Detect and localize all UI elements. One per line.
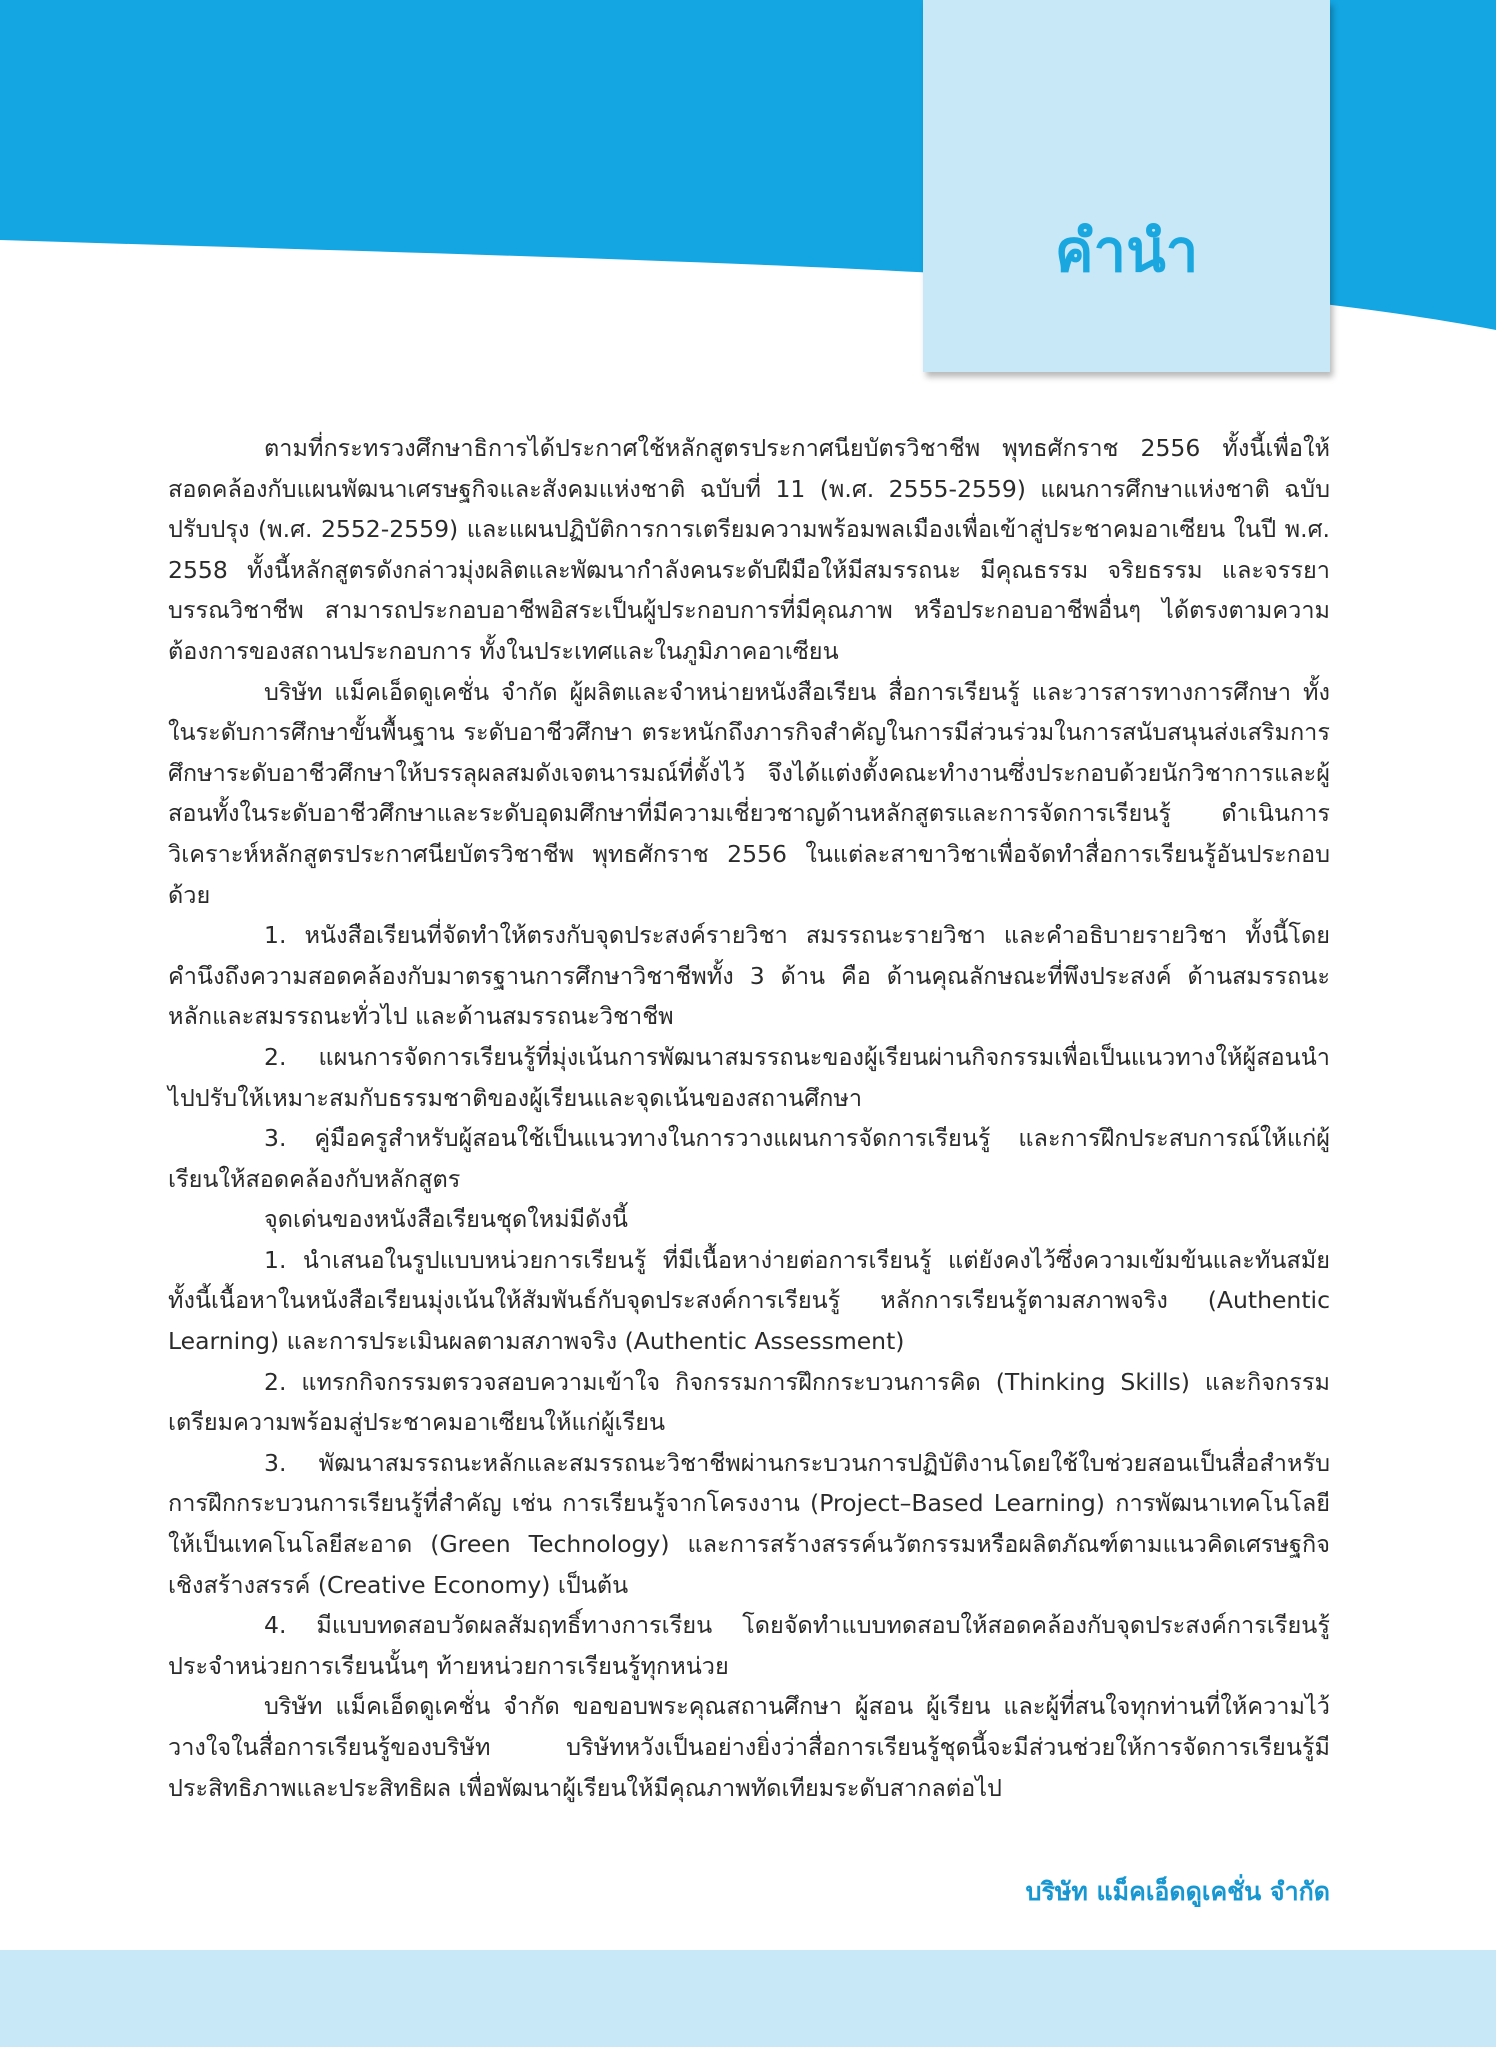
footer-band	[0, 1950, 1496, 2047]
body-text	[168, 428, 1330, 1808]
list-item-lesson-plan: 2. แผนการจัดการเรียนรู้ที่มุ่งเน้นการพัฒนาสมรรถนะของผู้เรียนผ่านกิจกรรมเพื่อเป็นแนวทางให้ผู้สอนนำไปปรับให้เหมาะสมกับธรรมชาติของผู้เรียนและจุดเน้นของสถานศึกษา	[168, 1042, 1330, 1112]
title-panel	[923, 0, 1330, 372]
company-signature: บริษัท แม็คเอ็ดดูเคชั่น จำกัด	[1025, 1877, 1330, 1906]
highlight-item-1: 1. นำเสนอในรูปแบบหน่วยการเรียนรู้ ที่มีเนื้อหาง่ายต่อการเรียนรู้ แต่ยังคงไว้ซึ่งความเข้มข้นและทันสมัย ทั้งนี้เนื้อหาในหนังสือเรียนมุ่งเน้นให้สัมพันธ์กับจุดประสงค์การเรียนรู้ หลักการเรียนรู้ตามสภาพจริง (Authentic Learning) และการประเมินผลตามสภาพจริง (Authentic Assessment)	[168, 1245, 1330, 1356]
highlight-item-2: 2. แทรกกิจกรรมตรวจสอบความเข้าใจ กิจกรรมการฝึกกระบวนการคิด (Thinking Skills) และกิจกรรมเตรียมความพร้อมสู่ประชาคมอาเซียนให้แก่ผู้เรียน	[168, 1367, 1330, 1437]
highlights-heading: จุดเด่นของหนังสือเรียนชุดใหม่มีดังนี้	[264, 1205, 628, 1234]
closing-paragraph: บริษัท แม็คเอ็ดดูเคชั่น จำกัด ขอขอบพระคุณสถานศึกษา ผู้สอน ผู้เรียน และผู้ที่สนใจทุกท่านที่ให้ความไว้วางใจในสื่อการเรียนรู้ของบริษัท บริษัทหวังเป็นอย่างยิ่งว่าสื่อการเรียนรู้ชุดนี้จะมีส่วนช่วยให้การจัดการเรียนรู้มีประสิทธิภาพและประสิทธิผล เพื่อพัฒนาผู้เรียนให้มีคุณภาพทัดเทียมระดับสากลต่อไป	[168, 1692, 1330, 1802]
highlight-item-4: 4. มีแบบทดสอบวัดผลสัมฤทธิ์ทางการเรียน โดยจัดทำแบบทดสอบให้สอดคล้องกับจุดประสงค์การเรียนรู้ประจำหน่วยการเรียนนั้นๆ ท้ายหน่วยการเรียนรู้ทุกหน่วย	[168, 1611, 1330, 1680]
page-title: คำนำ	[1054, 217, 1199, 285]
highlight-item-3: 3. พัฒนาสมรรถนะหลักและสมรรถนะวิชาชีพผ่านกระบวนการปฏิบัติงานโดยใช้ใบช่วยสอนเป็นสื่อสำหรับการฝึกกระบวนการเรียนรู้ที่สำคัญ เช่น การเรียนรู้จากโครงงาน (Project–Based Learning) การพัฒนาเทคโนโลยีให้เป็นเทคโนโลยีสะอาด (Green Technology) และการสร้างสรรค์นวัตกรรมหรือผลิตภัณฑ์ตามแนวคิดเศรษฐกิจเชิงสร้างสรรค์ (Creative Economy) เป็นต้น	[168, 1448, 1330, 1599]
intro-paragraph-1: ตามที่กระทรวงศึกษาธิการได้ประกาศใช้หลักสูตรประกาศนียบัตรวิชาชีพ พุทธศักราช 2556 ทั้งนี้เพื่อให้สอดคล้องกับแผนพัฒนาเศรษฐกิจและสังคมแห่งชาติ ฉบับที่ 11 (พ.ศ. 2555-2559) แผนการศึกษาแห่งชาติ ฉบับปรับปรุง (พ.ศ. 2552-2559) และแผนปฏิบัติการการเตรียมความพร้อมพลเมืองเพื่อเข้าสู่ประชาคมอาเซียน ในปี พ.ศ. 2558 ทั้งนี้หลักสูตรดังกล่าวมุ่งผลิตและพัฒนากำลังคนระดับฝีมือให้มีสมรรถนะ มีคุณธรรม จริยธรรม และจรรยาบรรณวิชาชีพ สามารถประกอบอาชีพอิสระเป็นผู้ประกอบการที่มีคุณภาพ หรือประกอบอาชีพอื่นๆ ได้ตรงตามความต้องการของสถานประกอบการ ทั้งในประเทศและในภูมิภาคอาเซียน	[168, 434, 1330, 665]
list-item-textbook: 1. หนังสือเรียนที่จัดทำให้ตรงกับจุดประสงค์รายวิชา สมรรถนะรายวิชา และคำอธิบายรายวิชา ทั้งนี้โดยคำนึงถึงความสอดคล้องกับมาตรฐานการศึกษาวิชาชีพทั้ง 3 ด้าน คือ ด้านคุณลักษณะที่พึงประสงค์ ด้านสมรรถนะหลักและสมรรถนะทั่วไป และด้านสมรรถนะวิชาชีพ	[168, 921, 1330, 1031]
list-item-teacher-guide: 3. คู่มือครูสำหรับผู้สอนใช้เป็นแนวทางในการวางแผนการจัดการเรียนรู้ และการฝึกประสบการณ์ให้แก่ผู้เรียนให้สอดคล้องกับหลักสูตร	[168, 1124, 1330, 1193]
intro-paragraph-2: บริษัท แม็คเอ็ดดูเคชั่น จำกัด ผู้ผลิตและจำหน่ายหนังสือเรียน สื่อการเรียนรู้ และวารสารทางการศึกษา ทั้งในระดับการศึกษาขั้นพื้นฐาน ระดับอาชีวศึกษา ตระหนักถึงภารกิจสำคัญในการมีส่วนร่วมในการสนับสนุนส่งเสริมการศึกษาระดับอาชีวศึกษาให้บรรลุผลสมดังเจตนารมณ์ที่ตั้งไว้ จึงได้แต่งตั้งคณะทำงานซึ่งประกอบด้วยนักวิชาการและผู้สอนทั้งในระดับอาชีวศึกษาและระดับอุดมศึกษาที่มีความเชี่ยวชาญด้านหลักสูตรและการจัดการเรียนรู้ ดำเนินการวิเคราะห์หลักสูตรประกาศนียบัตรวิชาชีพ พุทธศักราช 2556 ในแต่ละสาขาวิชาเพื่อจัดทำสื่อการเรียนรู้อันประกอบด้วย	[168, 677, 1330, 909]
